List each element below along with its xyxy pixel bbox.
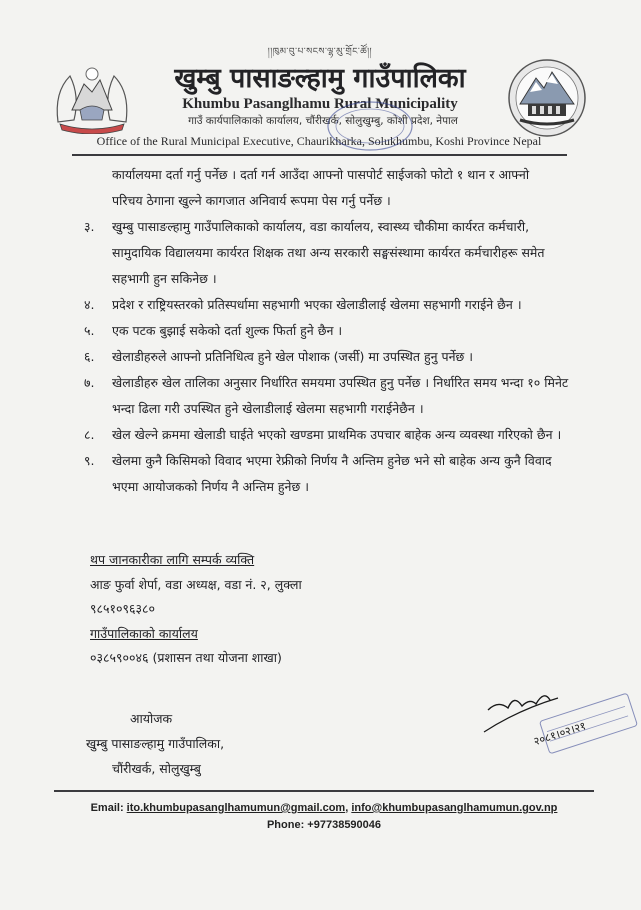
organizer-heading: आयोजक xyxy=(130,711,173,726)
office-stamp-icon xyxy=(322,96,418,156)
rule-text: एक पटक बुझाई सकेको दर्ता शुल्क फिर्ता हुने छैन । xyxy=(112,323,343,338)
email-label: Email: xyxy=(90,802,124,814)
footer-divider xyxy=(54,790,594,792)
footer-email-line xyxy=(54,800,594,817)
rule-item xyxy=(84,318,579,344)
organizer-place: चौंरीखर्क, सोलुखुम्बु xyxy=(112,761,201,776)
rule-continuation-line: कार्यालयमा दर्ता गर्नु पर्नेछ । दर्ता गर्न आउँदा आफ्नो पासपोर्ट साईजको फोटो १ थान र आफ्नो xyxy=(112,167,530,182)
footer xyxy=(54,800,594,834)
rule-text: खेलमा कुनै किसिमको विवाद भएमा रेफ्रीको निर्णय नै अन्तिम हुनेछ भने सो बाहेक अन्य कुनै विवाद भएमा आयोजकको निर्णय नै अन्तिम हुनेछ । xyxy=(112,453,552,494)
contact-person: आङ फुर्वा शेर्पा, वडा अध्यक्ष, वडा नं. २, लुक्ला xyxy=(90,576,302,592)
rule-text: खुम्बु पासाङल्हामु गाउँपालिकाको कार्यालय, वडा कार्यालय, स्वास्थ्य चौकीमा कार्यरत कर्मचारी, सामुदायिक विद्यालयमा कार्यरत शिक्षक तथा अन्य सरकारी सङ्घसंस्थामा कार्यरत कर्मचारीहरू समेत सहभागी हुन सकिनेछ । xyxy=(112,219,545,286)
office-heading: गाउँपालिकाको कार्यालय xyxy=(90,625,198,641)
municipality-title-english: Khumbu Pasanglhamu Rural Municipality xyxy=(182,96,458,112)
contact-heading: थप जानकारीका लागि सम्पर्क व्यक्ति xyxy=(90,552,255,567)
organizer-section xyxy=(86,706,346,781)
email-link-info[interactable]: info@khumbupasanglhamumun.gov.np xyxy=(351,802,558,814)
signature-date: २०८१।०२।२१ xyxy=(532,719,588,749)
rule-item xyxy=(84,370,579,422)
rule-text: खेलाडीहरु खेल तालिका अनुसार निर्धारित समयमा उपस्थित हुनु पर्नेछ । निर्धारित समय भन्दा १० मिनेट भन्दा ढिला गरी उपस्थित हुने खेलाडीलाई खेलमा सहभागी गराईनेछैन । xyxy=(112,375,569,416)
rule-number: ४. xyxy=(84,297,95,312)
rule-item xyxy=(84,214,579,292)
municipality-logo-icon xyxy=(506,58,588,138)
signature-stamp-icon xyxy=(478,680,641,760)
rule-number: ६. xyxy=(84,349,95,364)
nepal-emblem-icon xyxy=(50,62,134,134)
contact-section xyxy=(90,548,450,671)
rule-item xyxy=(84,422,579,448)
rule-text: खेलाडीहरुले आफ्नो प्रतिनिधित्व हुने खेल पोशाक (जर्सी) मा उपस्थित हुनु पर्नेछ । xyxy=(112,349,473,364)
rule-number: ३. xyxy=(84,219,95,234)
rule-text: खेल खेल्ने क्रममा खेलाडी घाईते भएको खण्डमा प्राथमिक उपचार बाहेक अन्य व्यवस्था गरिएको छैन । xyxy=(112,427,562,442)
rule-item xyxy=(84,292,579,318)
rule-text: प्रदेश र राष्ट्रियस्तरको प्रतिस्पर्धामा सहभागी भएका खेलाडीलाई खेलमा सहभागी गराईने छैन । xyxy=(112,297,522,312)
rule-number: ८. xyxy=(84,427,95,442)
rule-number: ७. xyxy=(84,375,95,390)
rule-item xyxy=(84,448,579,500)
office-address-nepali: गाउँ कार्यपालिकाको कार्यालय, चौंरीखर्क, सोलुखुम्बु, कोशी प्रदेश, नेपाल xyxy=(188,115,458,127)
contact-phone: ९८५१०९६३८० xyxy=(90,601,156,616)
rule-number: ५. xyxy=(84,323,95,338)
office-phone: ०३८५९००४६ (प्रशासन तथा योजना शाखा) xyxy=(90,650,282,665)
tibetan-header-line: །།ཁུམ་བུ་པ་སངས་ལྷ་མུ་གྲོང་ཚོ།། xyxy=(267,47,373,57)
municipality-title-nepali: खुम्बु पासाङल्हामु गाउँपालिका xyxy=(174,63,466,94)
rule-item xyxy=(84,344,579,370)
footer-phone: Phone: +97738590046 xyxy=(266,819,382,831)
email-separator: , xyxy=(345,802,352,814)
email-link-ito[interactable]: ito.khumbupasanglhamumun@gmail.com xyxy=(126,802,346,814)
rule-continuation xyxy=(84,162,579,214)
rule-number: ९. xyxy=(84,453,95,468)
office-address-english: Office of the Rural Municipal Executive, Chaurikharka, Solukhumbu, Koshi Province Nepal xyxy=(96,134,542,148)
organizer-name: खुम्बु पासाङल्हामु गाउँपालिका, xyxy=(86,736,225,751)
rules-body xyxy=(84,162,579,500)
header-divider xyxy=(72,154,567,156)
rule-continuation-line: परिचय ठेगाना खुल्ने कागजात अनिवार्य रूपमा पेस गर्नु पर्नेछ । xyxy=(112,193,391,208)
